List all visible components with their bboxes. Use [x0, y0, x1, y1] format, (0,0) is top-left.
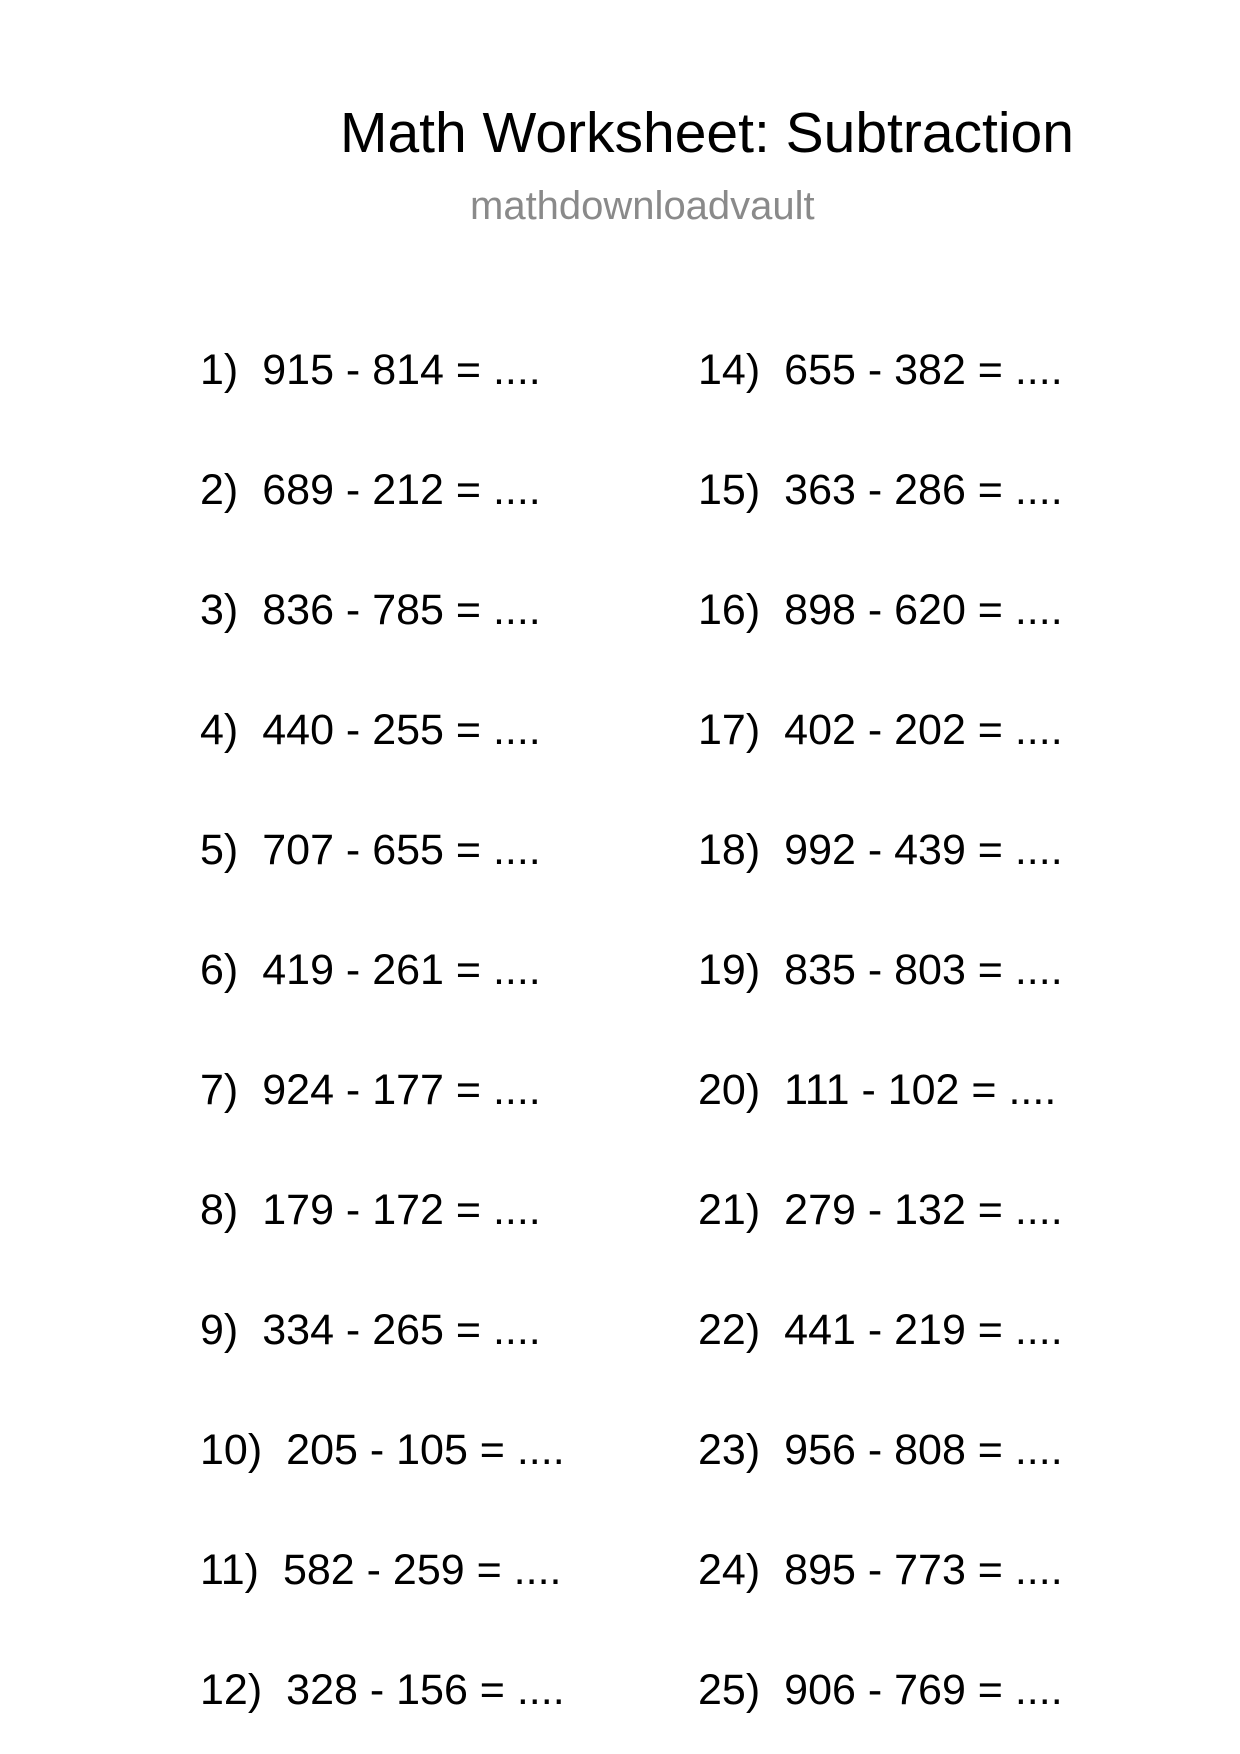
problem-number: 7) — [200, 1066, 239, 1114]
problem-expression: 924 - 177 = .... — [262, 1066, 541, 1114]
problem-row — [698, 1180, 1063, 1240]
problem-expression: 956 - 808 = .... — [784, 1426, 1063, 1474]
problem-expression: 906 - 769 = .... — [784, 1666, 1063, 1714]
problem-row — [200, 580, 541, 640]
problem-row — [200, 1180, 541, 1240]
problem-number: 24) — [698, 1546, 761, 1594]
problem-row — [698, 460, 1063, 520]
problem-number: 10) — [200, 1426, 263, 1474]
problem-number: 5) — [200, 826, 239, 874]
problem-number: 19) — [698, 946, 761, 994]
problem-row — [200, 820, 541, 880]
problem-row — [200, 340, 541, 400]
problem-number: 18) — [698, 826, 761, 874]
problem-expression: 440 - 255 = .... — [262, 706, 541, 754]
problem-expression: 582 - 259 = .... — [282, 1546, 562, 1594]
problem-expression: 334 - 265 = .... — [262, 1306, 541, 1354]
problem-expression: 836 - 785 = .... — [262, 586, 541, 634]
problem-row — [200, 1660, 565, 1720]
problem-expression: 402 - 202 = .... — [784, 706, 1063, 754]
page-subtitle: mathdownloadvault — [470, 184, 815, 228]
problem-row — [200, 1060, 541, 1120]
problem-number: 8) — [200, 1186, 239, 1234]
problem-row — [698, 820, 1063, 880]
problem-number: 6) — [200, 946, 239, 994]
problem-row — [698, 1060, 1056, 1120]
problem-row — [200, 1540, 561, 1600]
problem-row — [200, 1420, 565, 1480]
problem-expression: 179 - 172 = .... — [262, 1186, 541, 1234]
problem-expression: 835 - 803 = .... — [784, 946, 1063, 994]
problem-number: 9) — [200, 1306, 239, 1354]
problem-number: 11) — [200, 1546, 259, 1594]
problem-row — [698, 580, 1063, 640]
problem-row — [698, 1300, 1063, 1360]
problem-number: 1) — [200, 346, 239, 394]
problem-number: 20) — [698, 1066, 761, 1114]
problem-number: 3) — [200, 586, 239, 634]
problem-row — [698, 1420, 1063, 1480]
problem-expression: 111 - 102 = .... — [784, 1066, 1057, 1114]
problem-expression: 419 - 261 = .... — [262, 946, 541, 994]
problem-row — [200, 700, 541, 760]
problem-number: 12) — [200, 1666, 263, 1714]
problem-number: 21) — [698, 1186, 761, 1234]
problem-expression: 441 - 219 = .... — [784, 1306, 1063, 1354]
problem-row — [200, 1300, 541, 1360]
problem-expression: 363 - 286 = .... — [784, 466, 1063, 514]
problem-expression: 279 - 132 = .... — [784, 1186, 1063, 1234]
problem-row — [200, 460, 541, 520]
problem-number: 2) — [200, 466, 239, 514]
problem-expression: 895 - 773 = .... — [784, 1546, 1063, 1594]
problem-expression: 707 - 655 = .... — [262, 826, 541, 874]
problem-expression: 328 - 156 = .... — [286, 1666, 565, 1714]
problem-expression: 655 - 382 = .... — [784, 346, 1063, 394]
problem-row — [698, 1540, 1063, 1600]
problem-number: 16) — [698, 586, 761, 634]
problem-number: 17) — [698, 706, 761, 754]
problem-row — [698, 340, 1063, 400]
problem-expression: 898 - 620 = .... — [784, 586, 1063, 634]
problem-number: 23) — [698, 1426, 761, 1474]
problem-number: 15) — [698, 466, 761, 514]
problem-row — [698, 1660, 1063, 1720]
problem-expression: 915 - 814 = .... — [262, 346, 541, 394]
problem-number: 22) — [698, 1306, 761, 1354]
problem-row — [698, 940, 1063, 1000]
problem-expression: 689 - 212 = .... — [262, 466, 541, 514]
problem-number: 4) — [200, 706, 239, 754]
problem-row — [698, 700, 1063, 760]
problem-number: 14) — [698, 346, 761, 394]
problem-expression: 992 - 439 = .... — [784, 826, 1063, 874]
problem-expression: 205 - 105 = .... — [286, 1426, 565, 1474]
page-title: Math Worksheet: Subtraction — [340, 101, 1074, 165]
problem-row — [200, 940, 541, 1000]
problem-number: 25) — [698, 1666, 761, 1714]
